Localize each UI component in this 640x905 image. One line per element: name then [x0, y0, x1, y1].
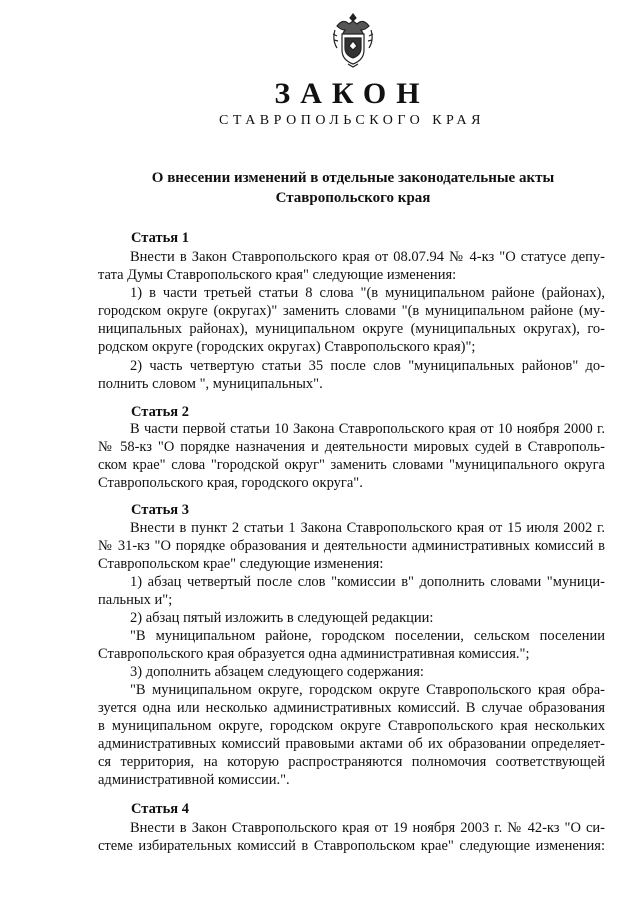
text-line: административных комиссий правовыми актами об их образовании определяет-: [98, 736, 605, 752]
text-line: Ставропольского края, городского округа".: [98, 475, 363, 491]
text-line: административной комиссии.".: [98, 772, 290, 788]
text-line: 3) дополнить абзацем следующего содержания:: [130, 664, 424, 680]
text-line: № 31-кз "О порядке образования и деятельности административных комиссий в: [98, 538, 605, 554]
text-line: зуется одна или несколько административных комиссий. В случае образования: [98, 700, 605, 716]
text-line: Внести в пункт 2 статьи 1 Закона Ставропольского края от 15 июля 2002 г.: [130, 520, 605, 536]
text-line: "В муниципальном округе, городском округе Ставропольского края обра-: [130, 682, 605, 698]
document-heading: [96, 168, 610, 208]
law-title: ЗАКОН: [274, 77, 430, 110]
text-line: "В муниципальном районе, городском поселении, сельском поселении: [130, 628, 605, 644]
text-line: ниципальных районах), муниципальном округе (муниципальных округах), го-: [98, 321, 605, 337]
text-line: Внести в Закон Ставропольского края от 08.07.94 № 4-кз "О статусе депу-: [130, 249, 605, 265]
text-line: полнить словом ", муниципальных".: [98, 376, 323, 392]
document-heading-line: О внесении изменений в отдельные законодательные акты: [151, 170, 555, 186]
text-line: 1) абзац четвертый после слов "комиссии в" дополнить словами "муници-: [130, 574, 605, 590]
text-line: № 58-кз "О порядке назначения и деятельности мировых судей в Ставрополь-: [98, 439, 605, 455]
article-heading: Статья 4: [131, 801, 189, 817]
law-subtitle: СТАВРОПОЛЬСКОГО КРАЯ: [219, 113, 485, 128]
coat-of-arms-emblem: [329, 10, 377, 68]
text-line: 2) абзац пятый изложить в следующей редакции:: [130, 610, 434, 626]
text-line: городском округе (округах)" заменить словами "(в муниципальном районе (му-: [98, 303, 605, 319]
text-line: пальных и";: [98, 592, 173, 608]
text-line: родском округе (городских округах) Ставропольского края)";: [98, 339, 476, 355]
text-line: Ставропольском крае" следующие изменения:: [98, 556, 384, 572]
text-line: 1) в части третьей статьи 8 слова "(в муниципальном районе (районах),: [130, 285, 605, 301]
text-line: Ставропольского края образуется одна административная комиссия.";: [98, 646, 530, 662]
article-heading: Статья 3: [131, 502, 189, 518]
text-line: Внести в Закон Ставропольского края от 19 ноября 2003 г. № 42-кз "О си-: [130, 820, 605, 836]
text-line: В части первой статьи 10 Закона Ставропольского края от 10 ноября 2000 г.: [130, 421, 605, 437]
text-line: 2) часть четвертую статьи 35 после слов "муниципальных районов" до-: [130, 358, 605, 374]
text-line: стеме избирательных комиссий в Ставропольском крае" следующие изменения:: [98, 838, 605, 854]
text-line: тата Думы Ставропольского края" следующие изменения:: [98, 267, 457, 283]
text-line: в муниципальном округе, городском округе Ставропольского края нескольких: [98, 718, 605, 734]
text-line: ся территория, на которую распространяются полномочия соответствующей: [98, 754, 605, 770]
text-line: ском крае" слова "городской округ" заменить словами "муниципального округа: [98, 457, 605, 473]
article-heading: Статья 2: [131, 404, 189, 420]
article-heading: Статья 1: [131, 230, 189, 246]
document-heading-line: Ставропольского края: [275, 190, 431, 206]
